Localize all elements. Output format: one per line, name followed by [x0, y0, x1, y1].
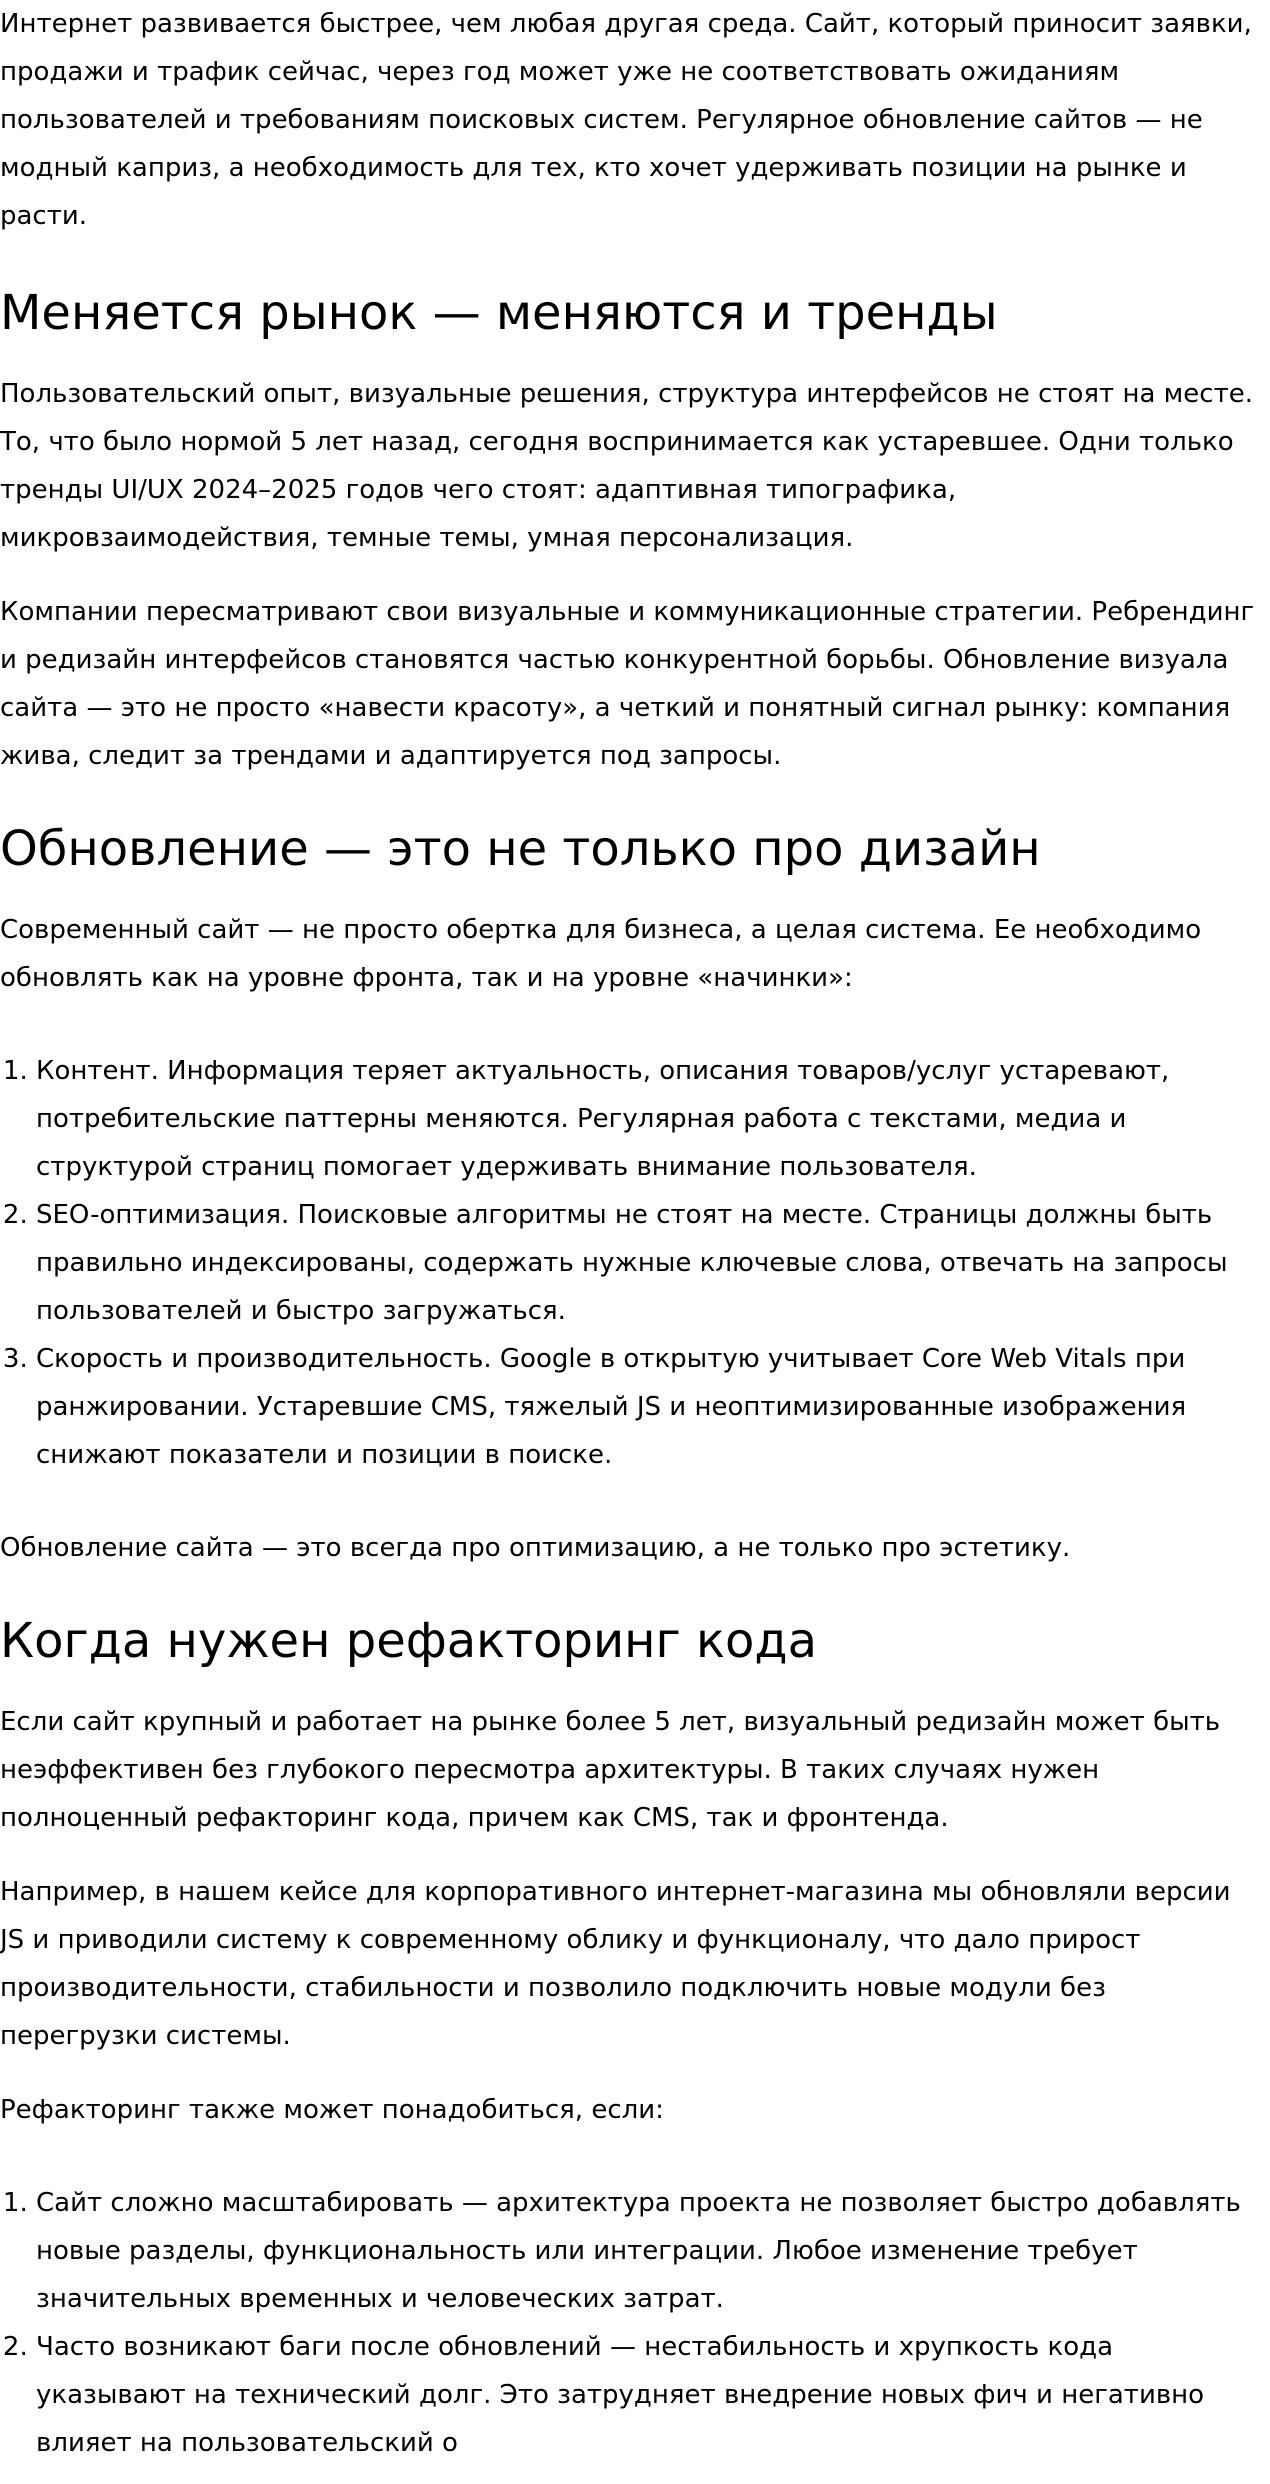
refactoring-list	[0, 2179, 1262, 2467]
section-heading-trends: Меняется рынок — меняются и тренды	[0, 285, 998, 341]
intro-paragraph: Интернет развивается быстрее, чем любая другая среда. Сайт, который приносит заявки, продажи и трафик сейчас, через год может уже не соответствовать ожиданиям пользователей и требованиям поисковых систем. Регулярное обновление сайтов — не модный каприз, а необходимость для тех, кто хочет удерживать позиции на рынке и расти.	[0, 9, 1252, 231]
update-paragraph: Современный сайт — не просто обертка для бизнеса, а целая система. Ее необходимо обновлять как на уровне фронта, так и на уровне «начинки»:	[0, 915, 1202, 993]
refactoring-paragraph-2: Например, в нашем кейсе для корпоративного интернет-магазина мы обновляли версии JS и приводили систему к современному облику и функционалу, что дало прирост производительности, стабильности и позволило подключить новые модули без перегрузки системы.	[0, 1877, 1231, 2051]
list-item: 1. Сайт сложно масштабировать — архитектура проекта не позволяет быстро добавлять новые разделы, функциональность или интеграции. Любое изменение требует значительных временных и человеческих затрат.	[36, 2179, 1262, 2323]
list-item: 1. Контент. Информация теряет актуальность, описания товаров/услуг устаревают, потребительские паттерны меняются. Регулярная работа с текстами, медиа и структурой страниц помогает удерживать внимание пользователя.	[36, 1047, 1262, 1191]
refactoring-paragraph-1: Если сайт крупный и работает на рынке более 5 лет, визуальный редизайн может быть неэффективен без глубокого пересмотра архитектуры. В таких случаях нужен полноценный рефакторинг кода, причем как CMS, так и фронтенда.	[0, 1707, 1221, 1833]
update-list	[0, 1047, 1262, 1479]
list-item: 2. Часто возникают баги после обновлений — нестабильность и хрупкость кода указывают на технический долг. Это затрудняет внедрение новых фич и негативно влияет на пользовательский о	[36, 2323, 1262, 2467]
update-closing-paragraph: Обновление сайта — это всегда про оптимизацию, а не только про эстетику.	[0, 1533, 1071, 1563]
list-item: 2. SEO-оптимизация. Поисковые алгоритмы не стоят на месте. Страницы должны быть правильно индексированы, содержать нужные ключевые слова, отвечать на запросы пользователей и быстро загружаться.	[36, 1191, 1262, 1335]
section-heading-update: Обновление — это не только про дизайн	[0, 821, 1041, 877]
refactoring-paragraph-3: Рефакторинг также может понадобиться, если:	[0, 2095, 664, 2125]
trends-paragraph-2: Компании пересматривают свои визуальные и коммуникационные стратегии. Ребрендинг и редизайн интерфейсов становятся частью конкурентной борьбы. Обновление визуала сайта — это не просто «навести красоту», а четкий и понятный сигнал рынку: компания жива, следит за трендами и адаптируется под запросы.	[0, 597, 1255, 771]
list-item: 3. Скорость и производительность. Google в открытую учитывает Core Web Vitals при ранжировании. Устаревшие CMS, тяжелый JS и неоптимизированные изображения снижают показатели и позиции в поиске.	[36, 1335, 1262, 1479]
section-heading-refactoring: Когда нужен рефакторинг кода	[0, 1613, 817, 1669]
trends-paragraph-1: Пользовательский опыт, визуальные решения, структура интерфейсов не стоят на месте. То, что было нормой 5 лет назад, сегодня воспринимается как устаревшее. Одни только тренды UI/UX 2024–2025 годов чего стоят: адаптивная типографика, микровзаимодействия, темные темы, умная персонализация.	[0, 379, 1253, 553]
